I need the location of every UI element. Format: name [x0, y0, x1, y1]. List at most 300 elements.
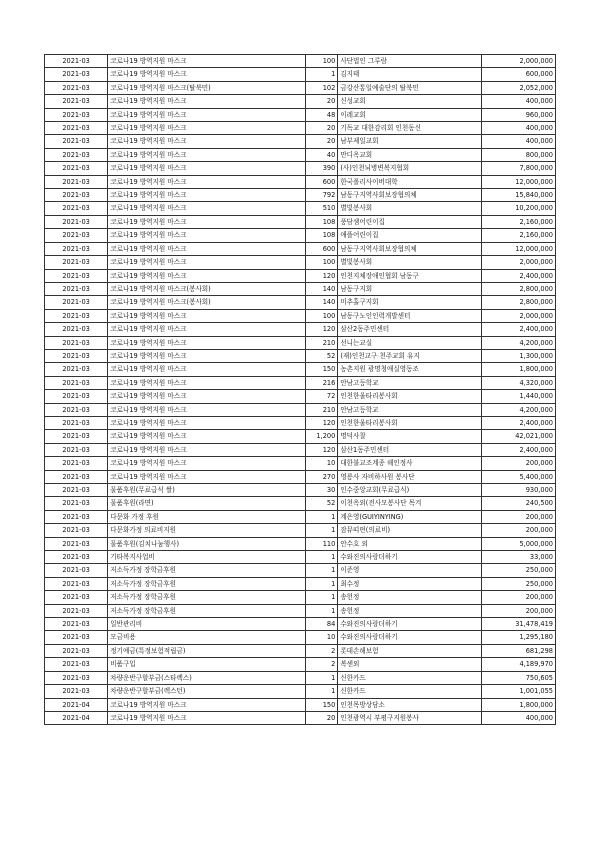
row-date: 2021-03: [45, 457, 108, 470]
row-donor: 수와진의사랑더하기: [338, 631, 482, 644]
row-quantity: 20: [306, 122, 338, 135]
row-item: 물품후원(무료급식 쌀): [108, 484, 306, 497]
table-row: [45, 81, 556, 94]
row-amount: 1,300,000: [482, 349, 556, 362]
row-item: 코로나19 방역지원 마스크: [108, 242, 306, 255]
row-item: 코로나19 방역지원 마스크: [108, 55, 306, 68]
row-item: 코로나19 방역지원 마스크: [108, 215, 306, 228]
table-row: [45, 484, 556, 497]
row-donor: 이준영: [338, 564, 482, 577]
table-row: [45, 685, 556, 698]
row-item: 다문화가정 의료비지원: [108, 524, 306, 537]
table-row: [45, 564, 556, 577]
row-donor: 삼산1동주민센터: [338, 443, 482, 456]
row-date: 2021-03: [45, 658, 108, 671]
row-donor: 송헌정: [338, 591, 482, 604]
row-donor: 잠뮤띠떤(의료비): [338, 524, 482, 537]
table-row: [45, 363, 556, 376]
donation-ledger-table: [44, 54, 556, 725]
table-row: [45, 323, 556, 336]
row-quantity: 84: [306, 618, 338, 631]
row-donor: (사)인천뇌병변복지협회: [338, 162, 482, 175]
row-donor: 선니는교실: [338, 336, 482, 349]
row-amount: 2,000,000: [482, 256, 556, 269]
row-item: 코로나19 방역지원 마스크: [108, 68, 306, 81]
row-item: 코로나19 방역지원 마스크: [108, 269, 306, 282]
row-amount: 400,000: [482, 95, 556, 108]
row-item: 코로나19 방역지원 마스크: [108, 430, 306, 443]
row-item: 일반관리비: [108, 618, 306, 631]
table-row: [45, 644, 556, 657]
row-donor: 인천한울타리봉사회: [338, 416, 482, 429]
row-quantity: 270: [306, 470, 338, 483]
row-donor: 농촌지원 광명청애실영동조: [338, 363, 482, 376]
row-amount: 200,000: [482, 524, 556, 537]
row-item: 코로나19 방역지원 마스크: [108, 336, 306, 349]
table-row: [45, 671, 556, 684]
row-donor: 남동구지회: [338, 282, 482, 295]
table-row: [45, 631, 556, 644]
row-amount: 400,000: [482, 135, 556, 148]
row-amount: 200,000: [482, 510, 556, 523]
row-amount: 250,000: [482, 564, 556, 577]
row-quantity: 210: [306, 403, 338, 416]
row-donor: 애플어린이집: [338, 229, 482, 242]
row-amount: 2,052,000: [482, 81, 556, 94]
row-item: 코로나19 방역지원 마스크: [108, 349, 306, 362]
row-date: 2021-03: [45, 135, 108, 148]
table-row: [45, 551, 556, 564]
row-item: 코로나19 방역지원 마스크: [108, 416, 306, 429]
row-item: 코로나19 방역지원 마스크: [108, 698, 306, 711]
row-date: 2021-03: [45, 443, 108, 456]
row-donor: (재)인천교구 천주교회 유지: [338, 349, 482, 362]
table-row: [45, 416, 556, 429]
row-quantity: 1: [306, 671, 338, 684]
row-amount: 2,800,000: [482, 296, 556, 309]
row-item: 기타복지사업비: [108, 551, 306, 564]
row-item: 물품후원(라면): [108, 497, 306, 510]
table-row: [45, 242, 556, 255]
row-donor: 최수정: [338, 577, 482, 590]
row-amount: 1,800,000: [482, 698, 556, 711]
table-row: [45, 189, 556, 202]
table-row: [45, 349, 556, 362]
row-amount: 200,000: [482, 591, 556, 604]
row-date: 2021-03: [45, 685, 108, 698]
row-item: 코로나19 방역지원 마스크: [108, 108, 306, 121]
row-quantity: 1: [306, 604, 338, 617]
table-row: [45, 698, 556, 711]
row-donor: 명덕사찰: [338, 430, 482, 443]
row-donor: 인천한울타리봉사회: [338, 390, 482, 403]
row-quantity: 108: [306, 229, 338, 242]
row-item: 저소득가정 장학금후원: [108, 591, 306, 604]
row-date: 2021-03: [45, 242, 108, 255]
row-donor: 별빛봉사회: [338, 202, 482, 215]
row-item: 저소득가정 장학금후원: [108, 604, 306, 617]
row-amount: 240,500: [482, 497, 556, 510]
table-row: [45, 108, 556, 121]
table-row: [45, 497, 556, 510]
row-date: 2021-03: [45, 577, 108, 590]
table-row: [45, 711, 556, 724]
table-row: [45, 68, 556, 81]
row-date: 2021-03: [45, 604, 108, 617]
row-item: 코로나19 방역지원 마스크: [108, 711, 306, 724]
row-donor: 이천옥외(전사모봉사단 목겨: [338, 497, 482, 510]
row-donor: 대한불교조계종 해인정사: [338, 457, 482, 470]
row-item: 저소득가정 장학금후원: [108, 577, 306, 590]
row-quantity: 120: [306, 269, 338, 282]
row-date: 2021-03: [45, 95, 108, 108]
row-item: 정기예금(특정보험적립금): [108, 644, 306, 657]
table-row: [45, 162, 556, 175]
row-date: 2021-03: [45, 282, 108, 295]
table-row: [45, 148, 556, 161]
row-date: 2021-03: [45, 430, 108, 443]
row-amount: 2,400,000: [482, 323, 556, 336]
row-quantity: 600: [306, 175, 338, 188]
row-amount: 2,400,000: [482, 416, 556, 429]
row-quantity: 792: [306, 189, 338, 202]
row-donor: 삼산2동주민센터: [338, 323, 482, 336]
row-donor: 이레교회: [338, 108, 482, 121]
row-donor: 인천광역시 부평구지원봉사: [338, 711, 482, 724]
row-quantity: 2: [306, 644, 338, 657]
row-quantity: 20: [306, 95, 338, 108]
row-date: 2021-03: [45, 671, 108, 684]
row-quantity: 1: [306, 577, 338, 590]
row-quantity: 100: [306, 309, 338, 322]
table-row: [45, 390, 556, 403]
row-amount: 1,800,000: [482, 363, 556, 376]
row-amount: 200,000: [482, 604, 556, 617]
row-donor: 남동구지역사회보장협의체: [338, 242, 482, 255]
row-donor: 신한카드: [338, 685, 482, 698]
row-quantity: 100: [306, 55, 338, 68]
row-date: 2021-03: [45, 229, 108, 242]
row-quantity: 216: [306, 376, 338, 389]
row-amount: 5,400,000: [482, 470, 556, 483]
table-row: [45, 457, 556, 470]
row-quantity: 390: [306, 162, 338, 175]
row-donor: 남동구지역사회보장협의체: [338, 189, 482, 202]
row-date: 2021-03: [45, 510, 108, 523]
row-amount: 960,000: [482, 108, 556, 121]
row-item: 코로나19 방역지원 마스크: [108, 309, 306, 322]
row-item: 모금비용: [108, 631, 306, 644]
row-donor: 남동구노인인력개발센터: [338, 309, 482, 322]
row-item: 코로나19 방역지원 마스크: [108, 162, 306, 175]
row-item: 코로나19 방역지원 마스크: [108, 443, 306, 456]
row-amount: 12,000,000: [482, 175, 556, 188]
row-date: 2021-03: [45, 403, 108, 416]
row-amount: 2,800,000: [482, 282, 556, 295]
row-amount: 1,295,180: [482, 631, 556, 644]
row-donor: 수와진의사랑더하기: [338, 551, 482, 564]
row-quantity: 1: [306, 551, 338, 564]
row-amount: 33,000: [482, 551, 556, 564]
row-donor: 사단법인 그루람: [338, 55, 482, 68]
table-row: [45, 296, 556, 309]
row-item: 코로나19 방역지원 마스크: [108, 135, 306, 148]
row-quantity: 1: [306, 68, 338, 81]
row-date: 2021-04: [45, 698, 108, 711]
row-item: 코로나19 방역지원 마스크: [108, 148, 306, 161]
row-quantity: 140: [306, 282, 338, 295]
row-item: 코로나19 방역지원 마스크: [108, 470, 306, 483]
table-row: [45, 591, 556, 604]
row-date: 2021-04: [45, 711, 108, 724]
table-row: [45, 430, 556, 443]
table-row: [45, 95, 556, 108]
row-donor: 기독교 대한감리회 인천동신: [338, 122, 482, 135]
row-quantity: 1: [306, 564, 338, 577]
table-row: [45, 256, 556, 269]
row-date: 2021-03: [45, 296, 108, 309]
row-quantity: 30: [306, 484, 338, 497]
row-amount: 2,000,000: [482, 55, 556, 68]
row-amount: 750,605: [482, 671, 556, 684]
row-quantity: 2: [306, 658, 338, 671]
row-donor: 금강산통일예술단의 탈북민: [338, 81, 482, 94]
row-quantity: 1: [306, 524, 338, 537]
row-donor: 복센외: [338, 658, 482, 671]
row-quantity: 120: [306, 416, 338, 429]
row-item: 코로나19 방역지원 마스크(봉사회): [108, 296, 306, 309]
row-amount: 930,000: [482, 484, 556, 497]
row-date: 2021-03: [45, 175, 108, 188]
row-donor: 만디옥교회: [338, 148, 482, 161]
row-donor: 계은영(GUIYINYING): [338, 510, 482, 523]
row-amount: 12,000,000: [482, 242, 556, 255]
row-item: 차량운반구할부금(렉스턴): [108, 685, 306, 698]
row-quantity: 108: [306, 215, 338, 228]
row-amount: 2,160,000: [482, 229, 556, 242]
row-item: 다문화 가정 후원: [108, 510, 306, 523]
row-item: 코로나19 방역지원 마스크: [108, 390, 306, 403]
table-row: [45, 618, 556, 631]
row-amount: 7,800,000: [482, 162, 556, 175]
row-amount: 4,200,000: [482, 403, 556, 416]
table-row: [45, 524, 556, 537]
row-amount: 1,001,055: [482, 685, 556, 698]
row-amount: 1,440,000: [482, 390, 556, 403]
row-item: 코로나19 방역지원 마스크: [108, 122, 306, 135]
ledger-body: [45, 55, 556, 725]
row-date: 2021-03: [45, 484, 108, 497]
row-donor: 남부제일교회: [338, 135, 482, 148]
row-amount: 10,200,000: [482, 202, 556, 215]
row-item: 저소득가정 장학금후원: [108, 564, 306, 577]
row-donor: 안수호 외: [338, 537, 482, 550]
row-date: 2021-03: [45, 148, 108, 161]
row-quantity: 210: [306, 336, 338, 349]
row-quantity: 110: [306, 537, 338, 550]
row-date: 2021-03: [45, 376, 108, 389]
row-donor: 인천지체장애인협회 남동구: [338, 269, 482, 282]
row-date: 2021-03: [45, 390, 108, 403]
table-row: [45, 470, 556, 483]
row-date: 2021-03: [45, 309, 108, 322]
row-donor: 한국폴리사이버대학: [338, 175, 482, 188]
row-quantity: 10: [306, 457, 338, 470]
row-donor: 인천목방상담소: [338, 698, 482, 711]
row-date: 2021-03: [45, 122, 108, 135]
table-row: [45, 269, 556, 282]
row-item: 코로나19 방역지원 마스크: [108, 189, 306, 202]
table-row: [45, 135, 556, 148]
row-quantity: 120: [306, 323, 338, 336]
row-amount: 4,200,000: [482, 336, 556, 349]
table-row: [45, 336, 556, 349]
row-donor: 안남고등학교: [338, 403, 482, 416]
row-date: 2021-03: [45, 189, 108, 202]
row-amount: 15,840,000: [482, 189, 556, 202]
row-item: 코로나19 방역지원 마스크: [108, 95, 306, 108]
row-donor: 송헌정: [338, 604, 482, 617]
row-date: 2021-03: [45, 269, 108, 282]
row-donor: 롯데손해보험: [338, 644, 482, 657]
table-row: [45, 202, 556, 215]
row-amount: 200,000: [482, 457, 556, 470]
row-date: 2021-03: [45, 215, 108, 228]
table-row: [45, 604, 556, 617]
row-date: 2021-03: [45, 497, 108, 510]
row-quantity: 1: [306, 685, 338, 698]
row-donor: 신한카드: [338, 671, 482, 684]
row-item: 코로나19 방역지원 마스크: [108, 202, 306, 215]
row-donor: 안남고등학교: [338, 376, 482, 389]
row-quantity: 510: [306, 202, 338, 215]
row-date: 2021-03: [45, 470, 108, 483]
row-item: 비품구입: [108, 658, 306, 671]
row-quantity: 52: [306, 349, 338, 362]
row-date: 2021-03: [45, 323, 108, 336]
row-quantity: 600: [306, 242, 338, 255]
row-quantity: 100: [306, 256, 338, 269]
row-quantity: 52: [306, 497, 338, 510]
row-date: 2021-03: [45, 416, 108, 429]
row-amount: 2,400,000: [482, 443, 556, 456]
table-row: [45, 403, 556, 416]
row-date: 2021-03: [45, 631, 108, 644]
row-amount: 2,160,000: [482, 215, 556, 228]
row-item: 코로나19 방역지원 마스크: [108, 323, 306, 336]
row-amount: 2,400,000: [482, 269, 556, 282]
row-item: 코로나19 방역지원 마스크: [108, 363, 306, 376]
row-date: 2021-03: [45, 644, 108, 657]
row-quantity: 102: [306, 81, 338, 94]
row-donor: 풍담샘어린이집: [338, 215, 482, 228]
row-quantity: 20: [306, 711, 338, 724]
table-row: [45, 537, 556, 550]
row-amount: 600,000: [482, 68, 556, 81]
row-date: 2021-03: [45, 256, 108, 269]
table-row: [45, 510, 556, 523]
row-donor: 미추홀구지회: [338, 296, 482, 309]
row-quantity: 120: [306, 443, 338, 456]
row-quantity: 1,200: [306, 430, 338, 443]
table-row: [45, 229, 556, 242]
row-item: 코로나19 방역지원 마스크: [108, 403, 306, 416]
row-item: 코로나19 방역지원 마스크: [108, 229, 306, 242]
row-quantity: 150: [306, 698, 338, 711]
row-date: 2021-03: [45, 618, 108, 631]
row-date: 2021-03: [45, 349, 108, 362]
row-donor: 인수중앙교회(무료급식): [338, 484, 482, 497]
row-amount: 681,298: [482, 644, 556, 657]
table-row: [45, 577, 556, 590]
row-donor: 별빛봉사회: [338, 256, 482, 269]
table-row: [45, 175, 556, 188]
row-date: 2021-03: [45, 551, 108, 564]
row-date: 2021-03: [45, 363, 108, 376]
row-quantity: 10: [306, 631, 338, 644]
row-item: 코로나19 방역지원 마스크: [108, 376, 306, 389]
row-quantity: 1: [306, 510, 338, 523]
row-item: 차량운반구할부금(스타렉스): [108, 671, 306, 684]
row-date: 2021-03: [45, 162, 108, 175]
row-amount: 5,000,000: [482, 537, 556, 550]
row-amount: 4,320,000: [482, 376, 556, 389]
table-row: [45, 443, 556, 456]
row-quantity: 140: [306, 296, 338, 309]
row-date: 2021-03: [45, 524, 108, 537]
row-amount: 800,000: [482, 148, 556, 161]
row-quantity: 150: [306, 363, 338, 376]
row-date: 2021-03: [45, 591, 108, 604]
row-quantity: 48: [306, 108, 338, 121]
row-date: 2021-03: [45, 202, 108, 215]
row-amount: 42,021,000: [482, 430, 556, 443]
row-date: 2021-03: [45, 55, 108, 68]
row-date: 2021-03: [45, 81, 108, 94]
row-amount: 250,000: [482, 577, 556, 590]
row-date: 2021-03: [45, 108, 108, 121]
row-quantity: 40: [306, 148, 338, 161]
row-item: 코로나19 방역지원 마스크(봉사회): [108, 282, 306, 295]
row-amount: 31,478,419: [482, 618, 556, 631]
row-amount: 400,000: [482, 122, 556, 135]
row-quantity: 1: [306, 591, 338, 604]
row-donor: 김지태: [338, 68, 482, 81]
table-row: [45, 215, 556, 228]
row-amount: 2,000,000: [482, 309, 556, 322]
row-amount: 4,189,970: [482, 658, 556, 671]
row-item: 코로나19 방역지원 마스크: [108, 256, 306, 269]
table-row: [45, 376, 556, 389]
table-row: [45, 282, 556, 295]
row-quantity: 20: [306, 135, 338, 148]
row-date: 2021-03: [45, 336, 108, 349]
row-donor: 수와진의사랑더하기: [338, 618, 482, 631]
table-row: [45, 309, 556, 322]
row-quantity: 72: [306, 390, 338, 403]
table-row: [45, 55, 556, 68]
row-amount: 400,000: [482, 711, 556, 724]
row-date: 2021-03: [45, 537, 108, 550]
row-item: 코로나19 방역지원 마스크: [108, 457, 306, 470]
row-item: 코로나19 방역지원 마스크: [108, 175, 306, 188]
table-row: [45, 122, 556, 135]
row-date: 2021-03: [45, 68, 108, 81]
table-row: [45, 658, 556, 671]
row-date: 2021-03: [45, 564, 108, 577]
row-item: 코로나19 방역지원 마스크(탈북민): [108, 81, 306, 94]
row-donor: 신성교회: [338, 95, 482, 108]
